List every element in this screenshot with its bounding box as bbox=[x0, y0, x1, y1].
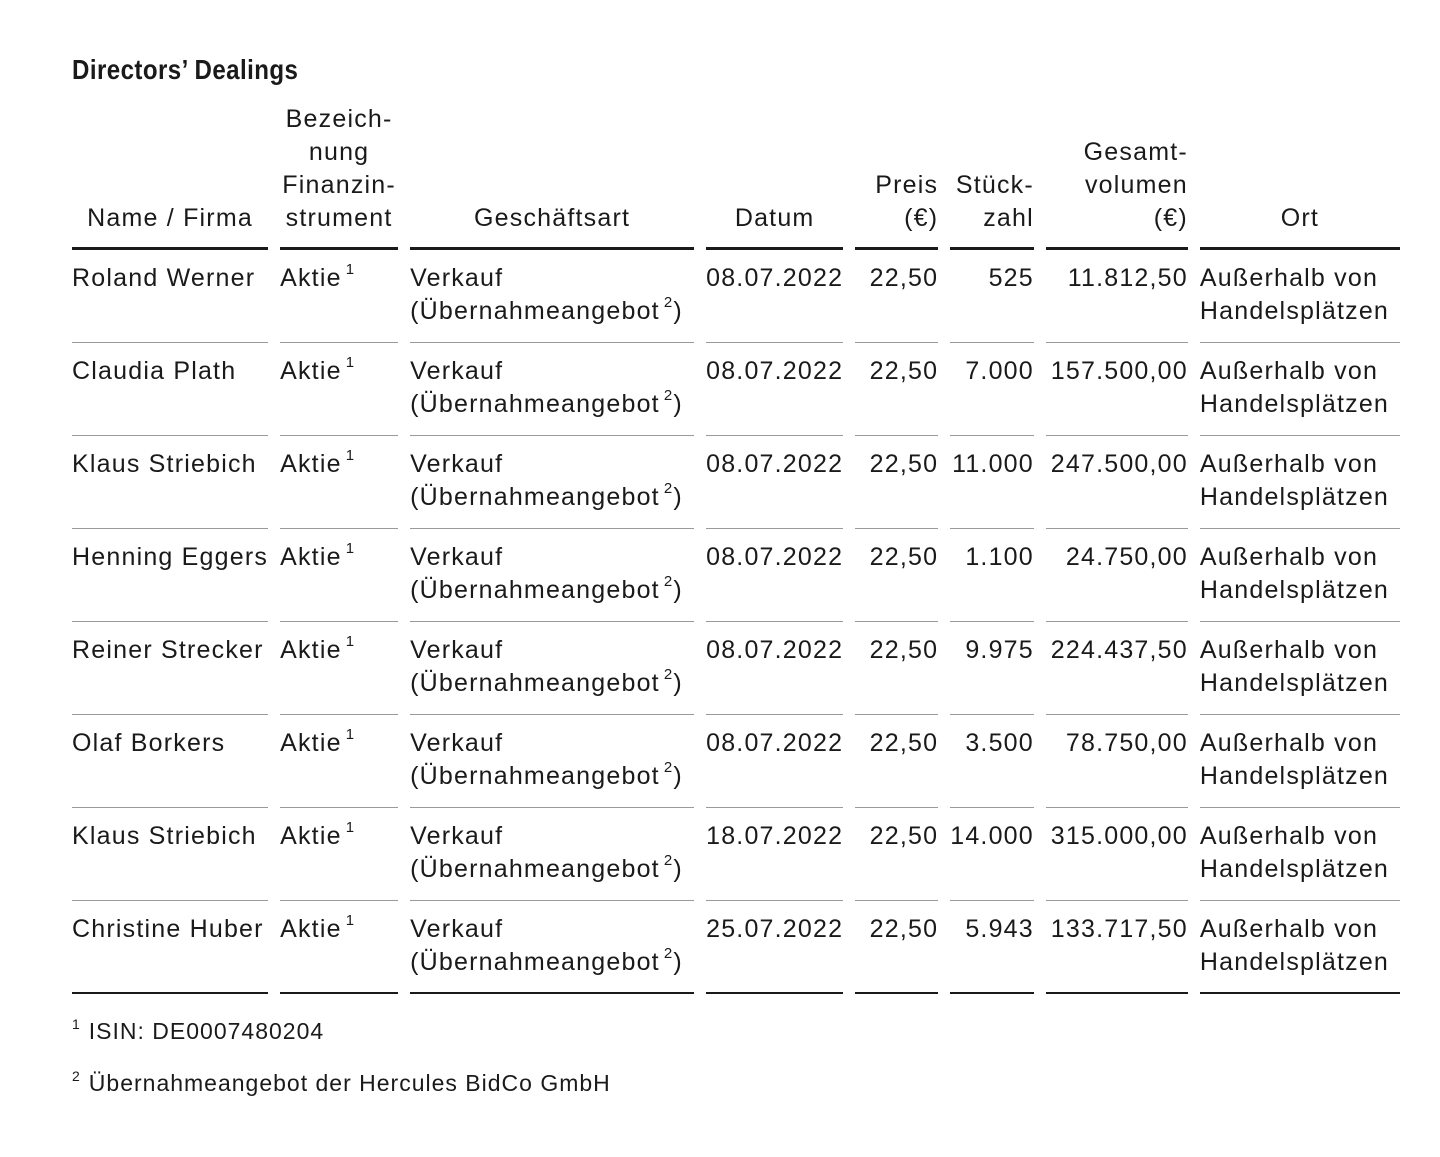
cell-date: 08.07.2022 bbox=[706, 529, 843, 622]
cell-transaction-type: Verkauf (Übernahmeangebot $^2$) bbox=[410, 529, 694, 622]
footnote-isin: $^1$ ISIN: DE0007480204 bbox=[72, 1016, 325, 1044]
cell-instrument: Aktie $^1$ bbox=[280, 529, 398, 622]
footnote-marker: 2 bbox=[72, 1068, 81, 1084]
table-row bbox=[72, 715, 1400, 808]
header-name: Name / Firma bbox=[72, 112, 268, 250]
header-price: Preis (€) bbox=[855, 112, 938, 250]
header-date: Datum bbox=[706, 112, 843, 250]
cell-transaction-type: Verkauf (Übernahmeangebot $^2$) bbox=[410, 715, 694, 808]
cell-place: Außerhalb von Handelsplätzen bbox=[1200, 808, 1400, 901]
cell-date: 08.07.2022 bbox=[706, 250, 843, 343]
cell-transaction-type: Verkauf (Übernahmeangebot $^2$) bbox=[410, 250, 694, 343]
cell-total-volume: 315.000,00 bbox=[1046, 808, 1188, 901]
cell-date: 08.07.2022 bbox=[706, 715, 843, 808]
cell-date: 08.07.2022 bbox=[706, 622, 843, 715]
cell-price: 22,50 bbox=[855, 529, 938, 622]
cell-quantity: 525 bbox=[950, 250, 1034, 343]
cell-price: 22,50 bbox=[855, 808, 938, 901]
cell-name: Henning Eggers bbox=[72, 529, 268, 622]
cell-instrument: Aktie $^1$ bbox=[280, 808, 398, 901]
table-row bbox=[72, 622, 1400, 715]
header-instrument: Bezeich- nung Finanzin- strument bbox=[280, 112, 398, 250]
cell-quantity: 3.500 bbox=[950, 715, 1034, 808]
footnote-ref: 2 bbox=[663, 759, 674, 776]
cell-quantity: 7.000 bbox=[950, 343, 1034, 436]
cell-quantity: 14.000 bbox=[950, 808, 1034, 901]
cell-instrument: Aktie $^1$ bbox=[280, 715, 398, 808]
cell-quantity: 5.943 bbox=[950, 901, 1034, 994]
cell-price: 22,50 bbox=[855, 436, 938, 529]
cell-total-volume: 24.750,00 bbox=[1046, 529, 1188, 622]
cell-name: Klaus Striebich bbox=[72, 436, 268, 529]
footnote-ref: 2 bbox=[663, 294, 674, 311]
footnote-takeover-offer: $^2$ Übernahmeangebot der Hercules BidCo GmbH bbox=[72, 1068, 611, 1096]
cell-price: 22,50 bbox=[855, 622, 938, 715]
cell-place: Außerhalb von Handelsplätzen bbox=[1200, 529, 1400, 622]
footnote-ref: 1 bbox=[345, 819, 356, 836]
cell-place: Außerhalb von Handelsplätzen bbox=[1200, 343, 1400, 436]
header-total-volume: Gesamt- volumen (€) bbox=[1046, 112, 1188, 250]
cell-transaction-type: Verkauf (Übernahmeangebot $^2$) bbox=[410, 622, 694, 715]
cell-total-volume: 247.500,00 bbox=[1046, 436, 1188, 529]
cell-place: Außerhalb von Handelsplätzen bbox=[1200, 436, 1400, 529]
footnote-ref: 1 bbox=[345, 354, 356, 371]
table-row bbox=[72, 808, 1400, 901]
cell-instrument: Aktie $^1$ bbox=[280, 343, 398, 436]
cell-instrument: Aktie $^1$ bbox=[280, 250, 398, 343]
footnote-ref: 1 bbox=[345, 447, 356, 464]
cell-name: Klaus Striebich bbox=[72, 808, 268, 901]
footnote-ref: 1 bbox=[345, 912, 356, 929]
cell-transaction-type: Verkauf (Übernahmeangebot $^2$) bbox=[410, 808, 694, 901]
footnote-ref: 1 bbox=[345, 633, 356, 650]
cell-name: Claudia Plath bbox=[72, 343, 268, 436]
cell-place: Außerhalb von Handelsplätzen bbox=[1200, 715, 1400, 808]
cell-place: Außerhalb von Handelsplätzen bbox=[1200, 250, 1400, 343]
header-place: Ort bbox=[1200, 112, 1400, 250]
footnote-ref: 2 bbox=[663, 945, 674, 962]
cell-transaction-type: Verkauf (Übernahmeangebot $^2$) bbox=[410, 436, 694, 529]
footnote-ref: 2 bbox=[663, 387, 674, 404]
table-header-row bbox=[72, 112, 1400, 250]
header-quantity: Stück- zahl bbox=[950, 112, 1034, 250]
footnote-ref: 2 bbox=[663, 573, 674, 590]
footnote-ref: 2 bbox=[663, 852, 674, 869]
cell-transaction-type: Verkauf (Übernahmeangebot $^2$) bbox=[410, 343, 694, 436]
cell-date: 18.07.2022 bbox=[706, 808, 843, 901]
footnote-ref: 2 bbox=[663, 480, 674, 497]
cell-total-volume: 157.500,00 bbox=[1046, 343, 1188, 436]
cell-place: Außerhalb von Handelsplätzen bbox=[1200, 901, 1400, 994]
cell-place: Außerhalb von Handelsplätzen bbox=[1200, 622, 1400, 715]
cell-transaction-type: Verkauf (Übernahmeangebot $^2$) bbox=[410, 901, 694, 994]
cell-price: 22,50 bbox=[855, 343, 938, 436]
cell-price: 22,50 bbox=[855, 901, 938, 994]
cell-total-volume: 78.750,00 bbox=[1046, 715, 1188, 808]
cell-instrument: Aktie $^1$ bbox=[280, 436, 398, 529]
cell-name: Reiner Strecker bbox=[72, 622, 268, 715]
cell-name: Christine Huber bbox=[72, 901, 268, 994]
cell-quantity: 9.975 bbox=[950, 622, 1034, 715]
footnote-marker: 1 bbox=[72, 1016, 81, 1032]
cell-price: 22,50 bbox=[855, 250, 938, 343]
directors-dealings-table bbox=[72, 105, 1400, 994]
cell-date: 25.07.2022 bbox=[706, 901, 843, 994]
cell-date: 08.07.2022 bbox=[706, 343, 843, 436]
footnote-ref: 1 bbox=[345, 540, 356, 557]
cell-total-volume: 224.437,50 bbox=[1046, 622, 1188, 715]
header-transaction-type: Geschäftsart bbox=[410, 112, 694, 250]
footnote-ref: 2 bbox=[663, 666, 674, 683]
footnote-ref: 1 bbox=[345, 726, 356, 743]
cell-instrument: Aktie $^1$ bbox=[280, 622, 398, 715]
table-row bbox=[72, 343, 1400, 436]
cell-total-volume: 11.812,50 bbox=[1046, 250, 1188, 343]
table-row bbox=[72, 250, 1400, 343]
cell-instrument: Aktie $^1$ bbox=[280, 901, 398, 994]
cell-quantity: 1.100 bbox=[950, 529, 1034, 622]
table-row bbox=[72, 436, 1400, 529]
cell-name: Roland Werner bbox=[72, 250, 268, 343]
page-title: Directors’ Dealings bbox=[72, 54, 299, 85]
cell-name: Olaf Borkers bbox=[72, 715, 268, 808]
footnote-ref: 1 bbox=[345, 261, 356, 278]
cell-quantity: 11.000 bbox=[950, 436, 1034, 529]
cell-total-volume: 133.717,50 bbox=[1046, 901, 1188, 994]
cell-price: 22,50 bbox=[855, 715, 938, 808]
cell-date: 08.07.2022 bbox=[706, 436, 843, 529]
table-row bbox=[72, 901, 1400, 994]
table-row bbox=[72, 529, 1400, 622]
